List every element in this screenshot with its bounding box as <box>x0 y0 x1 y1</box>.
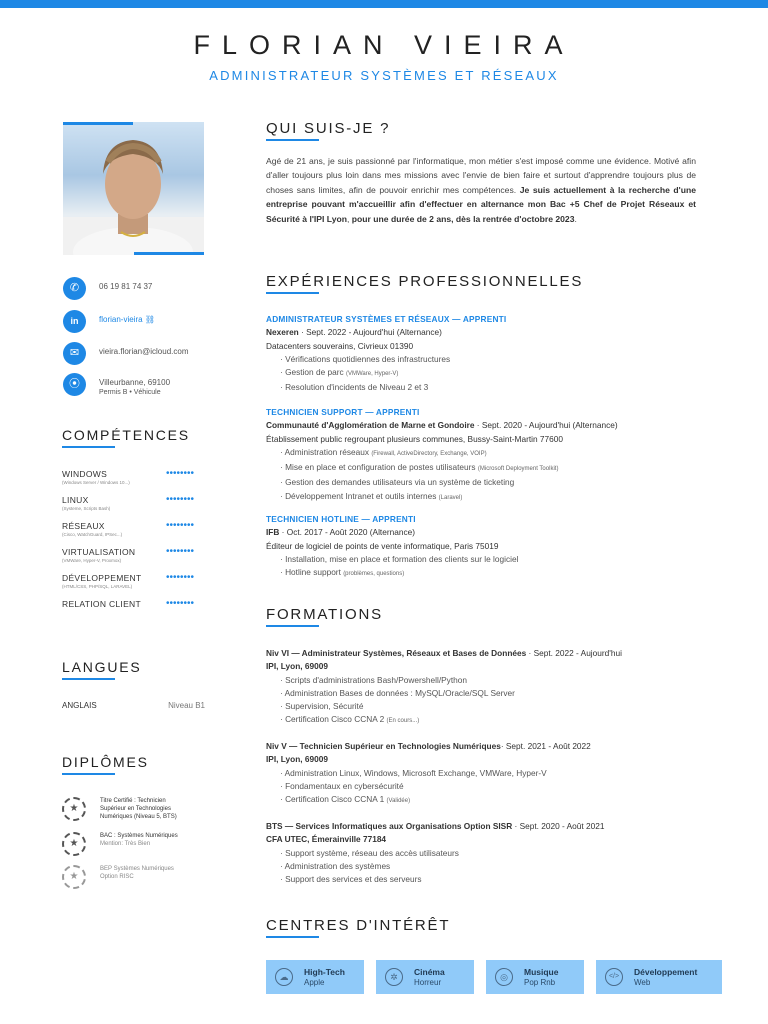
interests-heading: CENTRES D'INTÉRÊT <box>266 917 451 934</box>
interest-card <box>596 960 722 994</box>
education-bullet: · Fondamentaux en cybersécurité <box>280 780 404 791</box>
education-bullet: · Administration Linux, Windows, Microsoft Exchange, VMWare, Hyper-V <box>280 767 547 778</box>
interest-card <box>266 960 364 994</box>
about-text: , <box>347 213 352 224</box>
education-bullet: · Support des services et des serveurs <box>280 874 422 885</box>
skill-item <box>62 573 207 589</box>
about-paragraph <box>266 154 696 226</box>
job-description: Éditeur de logiciel de points de vente informatique, Paris 75019 <box>266 540 499 551</box>
education-bullet: · Administration Bases de données : MySQL/Oracle/SQL Server <box>280 687 515 698</box>
skill-item <box>62 521 207 537</box>
languages-underline <box>62 678 115 680</box>
diplomas-heading: DIPLÔMES <box>62 754 149 770</box>
education-bullet: · Administration des systèmes <box>280 860 391 871</box>
experience-heading: EXPÉRIENCES PROFESSIONNELLES <box>266 273 584 290</box>
skill-item <box>62 599 207 609</box>
skill-name: WINDOWS <box>62 469 108 479</box>
job-bullet: · Gestion de parc (VMWare, Hyper-V) <box>280 367 399 378</box>
skill-name: LINUX <box>62 495 89 505</box>
education-period: · Sept. 2021 - Août 2022 <box>500 741 591 751</box>
diploma-line: BEP Systèmes Numériques <box>100 866 174 872</box>
diploma-line: Supérieur en Technologies <box>100 806 171 812</box>
job-title: ADMINISTRATEUR SYSTÈMES ET RÉSEAUX — APPRENTI <box>266 314 507 324</box>
education-title: BTS — Services Informatiques aux Organisations Option SISR <box>266 821 513 831</box>
about-heading: QUI SUIS-JE ? <box>266 120 391 137</box>
code-icon: </> <box>605 968 623 986</box>
education-bullet: · Supervision, Sécurité <box>280 701 364 712</box>
skill-item <box>62 495 207 511</box>
job-period: · Sept. 2022 - Aujourd'hui (Alternance) <box>298 327 442 338</box>
education-school: IPI, Lyon, 69009 <box>266 754 328 765</box>
certificate-badge-icon: ★ <box>62 865 86 889</box>
job-entry <box>266 406 736 505</box>
interest-sub: Pop Rnb <box>524 978 556 987</box>
candidate-name: FLORIAN VIEIRA <box>193 30 575 60</box>
languages-heading: LANGUES <box>62 659 142 675</box>
education-bullet: · Certification Cisco CCNA 1 (Validée) <box>280 794 411 805</box>
education-entry <box>266 647 736 729</box>
certificate-badge-icon: ★ <box>62 832 86 856</box>
skill-detail: (HTML/CSS, PHP/SQL, LARAVEL) <box>62 584 133 589</box>
linkedin-icon: in <box>63 310 86 333</box>
job-period: · Oct. 2017 - Août 2020 (Alternance) <box>279 527 415 538</box>
skill-detail: (Windows Server / Windows 10...) <box>62 480 130 485</box>
location-pin-icon: ⦿ <box>63 373 86 396</box>
job-company: IFB <box>266 527 280 538</box>
interest-card <box>376 960 474 994</box>
job-title: TECHNICIEN HOTLINE — APPRENTI <box>266 514 416 524</box>
interest-sub: Apple <box>304 978 325 987</box>
education-period: · Sept. 2022 - Aujourd'hui <box>526 648 622 658</box>
phone-icon: ✆ <box>63 277 86 300</box>
interest-card <box>486 960 584 994</box>
skill-item <box>62 469 207 485</box>
license-text: Permis B • Véhicule <box>99 389 161 396</box>
skill-name: DÉVELOPPEMENT <box>62 573 142 583</box>
skill-level-dots: •••••••• <box>166 468 195 479</box>
job-description: Établissement public regroupant plusieurs communes, Bussy-Saint-Martin 77600 <box>266 433 563 444</box>
address-text: Villeurbanne, 69100 <box>99 378 171 387</box>
linkedin-text[interactable]: florian-vieira <box>99 315 143 324</box>
about-text: Agé de 21 ans, je suis passionné par l'informatique, mon métier s'est imposé comme une évidence. Motivé afin d'aller toujours plus loin dans mes missions avec l'envie de bien faire et surtout d'apprendre toujours plus de choses sans limites, afin de pouvoir enrichir mes compétences. <box>266 156 696 195</box>
job-title: TECHNICIEN SUPPORT — APPRENTI <box>266 407 420 417</box>
about-text-bold: Je suis actuellement à la recherche d'une entreprise pouvant m'accueillir afin d'effectuer en alternance mon Bac +5 Chef de Projet Réseaux et Sécurité à l'IPI Lyon <box>266 184 696 224</box>
skill-item <box>62 547 207 563</box>
profile-photo <box>63 122 204 255</box>
education-underline <box>266 625 319 627</box>
job-bullet: · Mise en place et configuration de postes utilisateurs (Microsoft Deployment Toolkit) <box>280 462 559 473</box>
education-heading: FORMATIONS <box>266 606 383 623</box>
skill-level-dots: •••••••• <box>166 520 195 531</box>
skill-level-dots: •••••••• <box>166 572 195 583</box>
education-title: Niv V — Technicien Supérieur en Technologies Numériques <box>266 741 501 751</box>
education-entry <box>266 740 736 808</box>
job-bullet: · Hotline support (problèmes, questions) <box>280 567 405 578</box>
cloud-icon: ☁ <box>275 968 293 986</box>
vinyl-icon: ◎ <box>495 968 513 986</box>
skill-level-dots: •••••••• <box>166 546 195 557</box>
interest-title: Développement <box>634 967 698 977</box>
job-bullet: · Vérifications quotidiennes des infrastructures <box>280 353 451 364</box>
language-name: ANGLAIS <box>62 701 97 710</box>
job-entry <box>266 313 736 395</box>
education-entry <box>266 820 736 886</box>
interest-title: Musique <box>524 967 559 977</box>
education-bullet: · Support système, réseau des accès utilisateurs <box>280 847 459 858</box>
skills-heading: COMPÉTENCES <box>62 427 190 443</box>
skill-detail: (Cisco, WatchGuard, IPSec...) <box>62 532 123 537</box>
language-level: Niveau B1 <box>168 701 205 710</box>
interest-sub: Web <box>634 978 651 987</box>
job-bullet: · Développement Intranet et outils internes (Laravel) <box>280 490 463 501</box>
job-period: · Sept. 2020 - Aujourd'hui (Alternance) <box>474 420 618 431</box>
education-school: CFA UTEC, Émerainville 77184 <box>266 834 387 845</box>
diplomas-underline <box>62 773 115 775</box>
skill-level-dots: •••••••• <box>166 494 195 505</box>
diploma-line: BAC : Systèmes Numériques <box>100 833 178 839</box>
job-bullet: · Installation, mise en place et formation des clients sur le logiciel <box>280 553 519 564</box>
email-text[interactable]: vieira.florian@icloud.com <box>99 347 189 356</box>
top-accent-bar <box>0 0 768 8</box>
email-icon: ✉ <box>63 342 86 365</box>
diploma-line: Titre Certifié : Technicien <box>100 798 166 804</box>
link-icon: ⛓ <box>144 315 155 324</box>
film-reel-icon: ✲ <box>385 968 403 986</box>
diploma-line: Mention: Très Bien <box>100 841 151 847</box>
skills-underline <box>62 446 115 448</box>
interest-sub: Horreur <box>414 978 442 987</box>
about-text-bold: pour une durée de 2 ans, dès la rentrée d'octobre 2023 <box>351 213 575 224</box>
about-underline <box>266 139 319 141</box>
certificate-badge-icon: ★ <box>62 797 86 821</box>
phone-text: 06 19 81 74 37 <box>99 282 153 291</box>
skill-name: VIRTUALISATION <box>62 547 136 557</box>
diploma-line: Option RISC <box>100 874 134 880</box>
education-bullet: · Scripts d'administrations Bash/Powershell/Python <box>280 674 467 685</box>
experience-underline <box>266 292 319 294</box>
about-text: . <box>574 213 577 224</box>
education-title: Niv VI — Administrateur Systèmes, Réseaux et Bases de Données <box>266 648 527 658</box>
job-bullet: · Gestion des demandes utilisateurs via un système de ticketing <box>280 477 515 488</box>
job-bullet: · Resolution d'incidents de Niveau 2 et 3 <box>280 382 429 393</box>
skill-detail: (VMWare, Hyper-V, Proxmox) <box>62 558 122 563</box>
job-entry <box>266 513 736 581</box>
skill-name: RÉSEAUX <box>62 521 105 531</box>
interests-underline <box>266 936 319 938</box>
skill-level-dots: •••••••• <box>166 598 195 609</box>
skill-detail: (Systeme, Scripts Bash) <box>62 506 111 511</box>
education-period: · Sept. 2020 - Août 2021 <box>512 821 605 831</box>
interest-title: Cinéma <box>414 967 445 977</box>
job-bullet: · Administration réseaux (Firewall, ActiveDirectory, Exchange, VOIP) <box>280 446 487 457</box>
job-company: Communauté d'Agglomération de Marne et Gondoire <box>266 420 475 431</box>
job-company: Nexeren <box>266 327 299 338</box>
interest-title: High-Tech <box>304 967 345 977</box>
diploma-line: Numériques (Niveau 5, BTS) <box>100 814 177 820</box>
skill-name: RELATION CLIENT <box>62 599 141 609</box>
education-school: IPI, Lyon, 69009 <box>266 661 328 672</box>
education-bullet: · Certification Cisco CCNA 2 (En cours...) <box>280 714 420 725</box>
job-title: ADMINISTRATEUR SYSTÈMES ET RÉSEAUX <box>209 68 559 83</box>
job-description: Datacenters souverains, Civrieux 01390 <box>266 340 414 351</box>
language-item <box>62 701 205 710</box>
